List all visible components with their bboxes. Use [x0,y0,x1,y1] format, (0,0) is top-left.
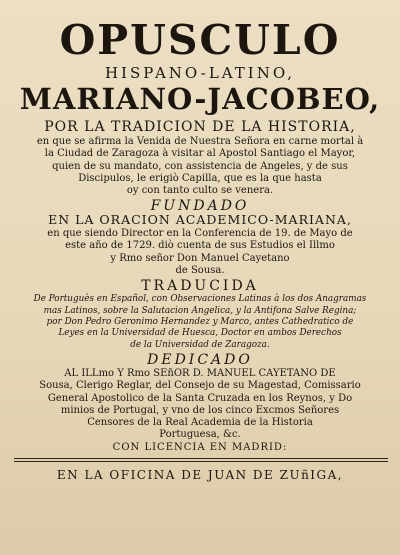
imprint-line: EN LA OFICINA DE JUAN DE ZUñIGA, [56,468,344,483]
traducida-line: mas Latinos, sobre la Salutacion Angelica, y la Antifona Salve Regina; [43,305,357,316]
heading-fundado: FUNDADO [150,198,250,215]
title-hispano-latino: HISPANO-LATINO, [104,64,296,82]
traducida-line: Leyes en la Universidad de Huesca, Doctor en ambos Derechos [58,328,342,339]
traducida-line: De Portuguès en Español, con Observaciones Latinas à los dos Anagramas [33,294,367,305]
heading-traducida: TRADUCIDA [141,278,259,295]
description-line: en que se afirma la Venida de Nuestra Señora en carne mortal à [36,136,364,147]
title-tradicion: POR LA TRADICION DE LA HISTORIA, [44,119,356,135]
dedicado-block [14,368,386,441]
description-line: quien de su mandato, con assistencia de Angeles, y de sus [52,160,348,172]
license-line: CON LICENCIA EN MADRID: [112,442,288,454]
description-line: Discipulos, le erigiò Capilla, que es la que hasta [78,172,322,184]
dedicado-line: Censores de la Real Academia de la Historia [87,417,313,429]
fundado-line: y Rmo señor Don Manuel Cayetano [110,252,290,264]
dedicado-line: AL ILLmo Y Rmo SEñOR D. MANUEL CAYETANO DE [64,368,336,380]
fundado-line: en que siendo Director en la Conferencia de 19. de Mayo de [47,227,353,239]
description-line: oy con tanto culto se venera. [126,185,274,197]
description-line: la Ciudad de Zaragoza à visitar al Apostol Santiago el Mayor, [44,148,356,160]
traducida-line: por Don Pedro Geronimo Hernandez y Marco, antes Cathedratico de [46,316,354,327]
traducida-block [14,294,386,351]
fundado-line: de Sousa. [175,264,225,276]
dedicado-line: minios de Portugal, y vno de los cinco Excmos Señores [60,404,340,416]
heading-dedicado: DEDICADO [147,352,253,369]
dedicado-line: Sousa, Clerigo Reglar, del Consejo de su Magestad, Comissario [39,380,361,392]
fundado-block [14,228,386,277]
fundado-line: este año de 1729. diò cuenta de sus Estudios el Illmo [65,240,335,252]
divider-rule [14,458,388,462]
dedicado-line: General Apostolico de la Santa Cruzada en los Reynos, y Do [47,392,353,404]
dedicado-line: Portuguesa, &c. [159,429,241,441]
title-mariano-jacobeo: MARIANO-JACOBEO, [19,82,381,116]
subheading-oracion: EN LA ORACION ACADEMICO-MARIANA, [48,212,352,228]
title-opusculo: OPUSCULO [59,16,341,64]
traducida-line: de la Universidad de Zaragoza. [130,339,270,350]
description-block [14,136,386,197]
